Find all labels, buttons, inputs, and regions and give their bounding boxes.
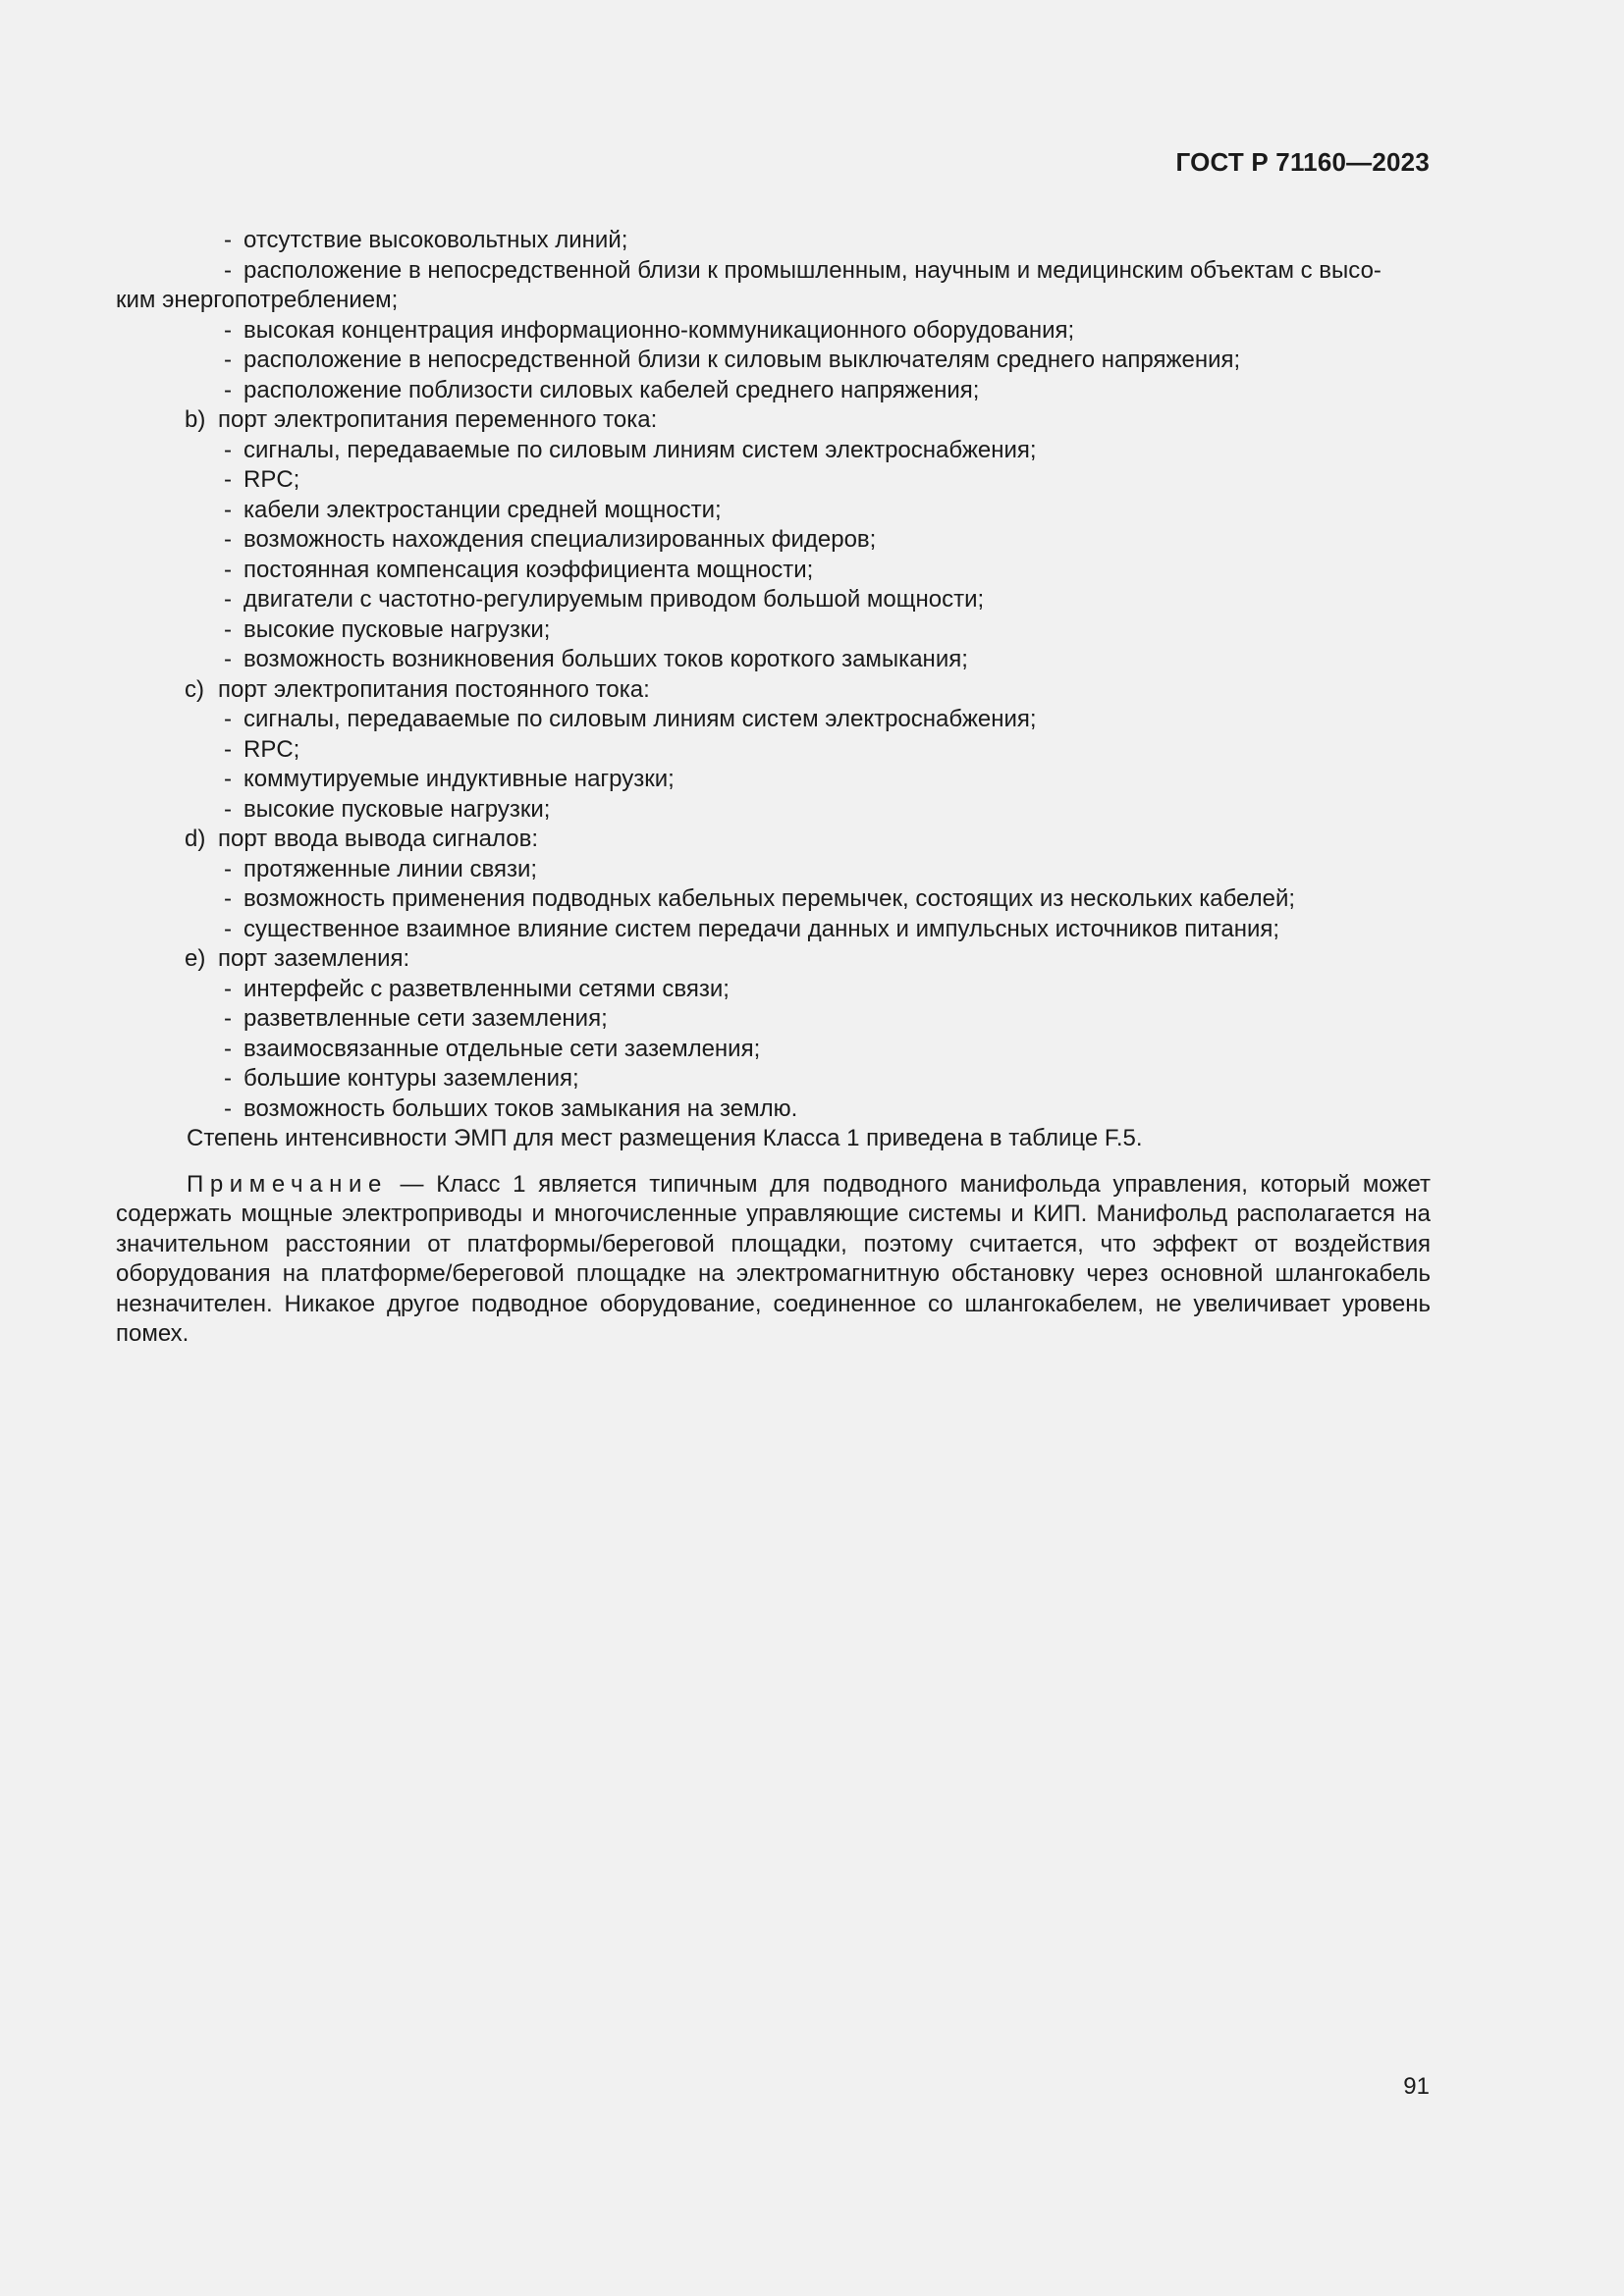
port-sections <box>116 405 1431 1124</box>
closing-paragraph: Степень интенсивности ЭМП для мест размещения Класса 1 приведена в таблице F.5. <box>187 1125 1143 1151</box>
list-item-text: кабели электростанции средней мощности; <box>244 496 722 523</box>
list-item-text: расположение в непосредственной близи к промышленным, научным и медицинским объектам с высо- <box>244 256 1381 284</box>
section-label: c) <box>185 675 204 703</box>
list-item-text: взаимосвязанные отдельные сети заземления; <box>244 1035 761 1062</box>
list-item-text: коммутируемые индуктивные нагрузки; <box>244 766 675 792</box>
dash-bullet: - <box>224 526 232 553</box>
page-number: 91 <box>1403 2073 1430 2100</box>
dash-bullet: - <box>224 915 232 942</box>
section-title: порт электропитания переменного тока: <box>218 406 658 433</box>
section-label: e) <box>185 945 206 972</box>
list-item-text: существенное взаимное влияние систем передачи данных и импульсных источников питания; <box>244 915 1280 942</box>
dash-bullet: - <box>224 885 232 912</box>
section-heading <box>116 944 1431 975</box>
list-item-text: возможность применения подводных кабельных перемычек, состоящих из нескольких кабелей; <box>244 885 1296 912</box>
list-item <box>116 795 1431 826</box>
list-item <box>116 496 1431 526</box>
list-item-text: расположение поблизости силовых кабелей среднего напряжения; <box>244 376 980 403</box>
dash-bullet: - <box>224 347 232 373</box>
dash-bullet: - <box>224 766 232 792</box>
list-item <box>116 915 1431 945</box>
dash-bullet: - <box>224 586 232 613</box>
section-title: порт электропитания постоянного тока: <box>218 675 650 703</box>
list-item-text: возможность нахождения специализированных фидеров; <box>244 526 877 553</box>
dash-bullet: - <box>224 1035 232 1062</box>
list-item-text: протяженные линии связи; <box>244 855 538 882</box>
list-item-text: сигналы, передаваемые по силовым линиям систем электроснабжения; <box>244 436 1037 463</box>
dash-bullet: - <box>224 855 232 882</box>
dash-bullet: - <box>224 256 232 284</box>
list-item-text: RPC; <box>244 735 300 763</box>
document-body <box>116 226 1431 1350</box>
list-item <box>116 765 1431 795</box>
list-item <box>116 855 1431 885</box>
note-text: — Класс 1 является типичным для подводного манифольда управления, который может содержать мощные электроприводы и многочисленные управляющие системы и КИП. Манифольд располагается на значительном расстоянии от платформы/береговой площадки, поэтому считается, что эффект от воздействия оборудования на платформе/береговой площадке на электромагнитную обстановку через основной шлангокабель незначителен. Никакое другое подводное оборудование, соединенное со шлангокабелем, не увеличивает уровень помех. <box>116 1170 1431 1347</box>
list-item <box>116 525 1431 556</box>
list-item <box>116 615 1431 646</box>
list-item-text: высокие пусковые нагрузки; <box>244 615 551 643</box>
dash-bullet: - <box>224 1065 232 1092</box>
section-label: d) <box>185 826 206 852</box>
section-heading <box>116 675 1431 706</box>
list-item-text: большие контуры заземления; <box>244 1065 579 1092</box>
list-item-text: возможность больших токов замыкания на землю. <box>244 1095 798 1122</box>
note-label: Примечание <box>187 1170 388 1198</box>
list-item-text: RPC; <box>244 466 300 493</box>
dash-bullet: - <box>224 376 232 403</box>
dash-bullet: - <box>224 227 232 253</box>
list-item-text: интерфейс с разветвленными сетями связи; <box>244 975 730 1002</box>
list-item <box>116 226 1431 256</box>
list-item-text: возможность возникновения больших токов короткого замыкания; <box>244 646 968 672</box>
list-item-text: сигналы, передаваемые по силовым линиям систем электроснабжения; <box>244 706 1037 732</box>
list-item-text: отсутствие высоковольтных линий; <box>244 227 628 253</box>
list-item <box>116 705 1431 735</box>
page-header: ГОСТ Р 71160—2023 <box>1175 147 1430 177</box>
dash-bullet: - <box>224 316 232 344</box>
list-item-text: высокая концентрация информационно-коммуникационного оборудования; <box>244 316 1075 344</box>
list-item <box>116 1004 1431 1035</box>
list-item-continuation: ким энергопотреблением; <box>116 287 399 313</box>
section-title: порт ввода вывода сигналов: <box>218 826 539 852</box>
list-item <box>116 975 1431 1005</box>
section-title: порт заземления: <box>218 945 410 972</box>
dash-bullet: - <box>224 556 232 583</box>
list-item <box>116 645 1431 675</box>
list-item-text: разветвленные сети заземления; <box>244 1005 608 1032</box>
dash-bullet: - <box>224 466 232 493</box>
section-heading <box>116 825 1431 855</box>
list-item-text: постоянная компенсация коэффициента мощности; <box>244 556 814 583</box>
list-item <box>116 735 1431 766</box>
list-item <box>116 1035 1431 1065</box>
dash-bullet: - <box>224 975 232 1002</box>
list-item <box>116 884 1431 915</box>
dash-bullet: - <box>224 795 232 823</box>
list-item <box>116 585 1431 615</box>
list-item <box>116 1064 1431 1095</box>
section-label: b) <box>185 406 206 433</box>
list-item <box>116 465 1431 496</box>
dash-bullet: - <box>224 496 232 523</box>
list-item-text: двигатели с частотно-регулируемым приводом большой мощности; <box>244 586 985 613</box>
dash-bullet: - <box>224 615 232 643</box>
list-item <box>116 436 1431 466</box>
list-item-text: расположение в непосредственной близи к силовым выключателям среднего напряжения; <box>244 347 1241 373</box>
dash-bullet: - <box>224 436 232 463</box>
list-item <box>116 316 1431 347</box>
dash-bullet: - <box>224 735 232 763</box>
dash-bullet: - <box>224 1095 232 1122</box>
dash-bullet: - <box>224 706 232 732</box>
dash-bullet: - <box>224 1005 232 1032</box>
list-item <box>116 376 1431 406</box>
list-item <box>116 256 1431 287</box>
list-item-text: высокие пусковые нагрузки; <box>244 795 551 823</box>
list-item <box>116 1095 1431 1125</box>
note-paragraph <box>116 1170 1431 1350</box>
section-heading <box>116 405 1431 436</box>
list-item <box>116 346 1431 376</box>
dash-bullet: - <box>224 646 232 672</box>
list-item <box>116 556 1431 586</box>
